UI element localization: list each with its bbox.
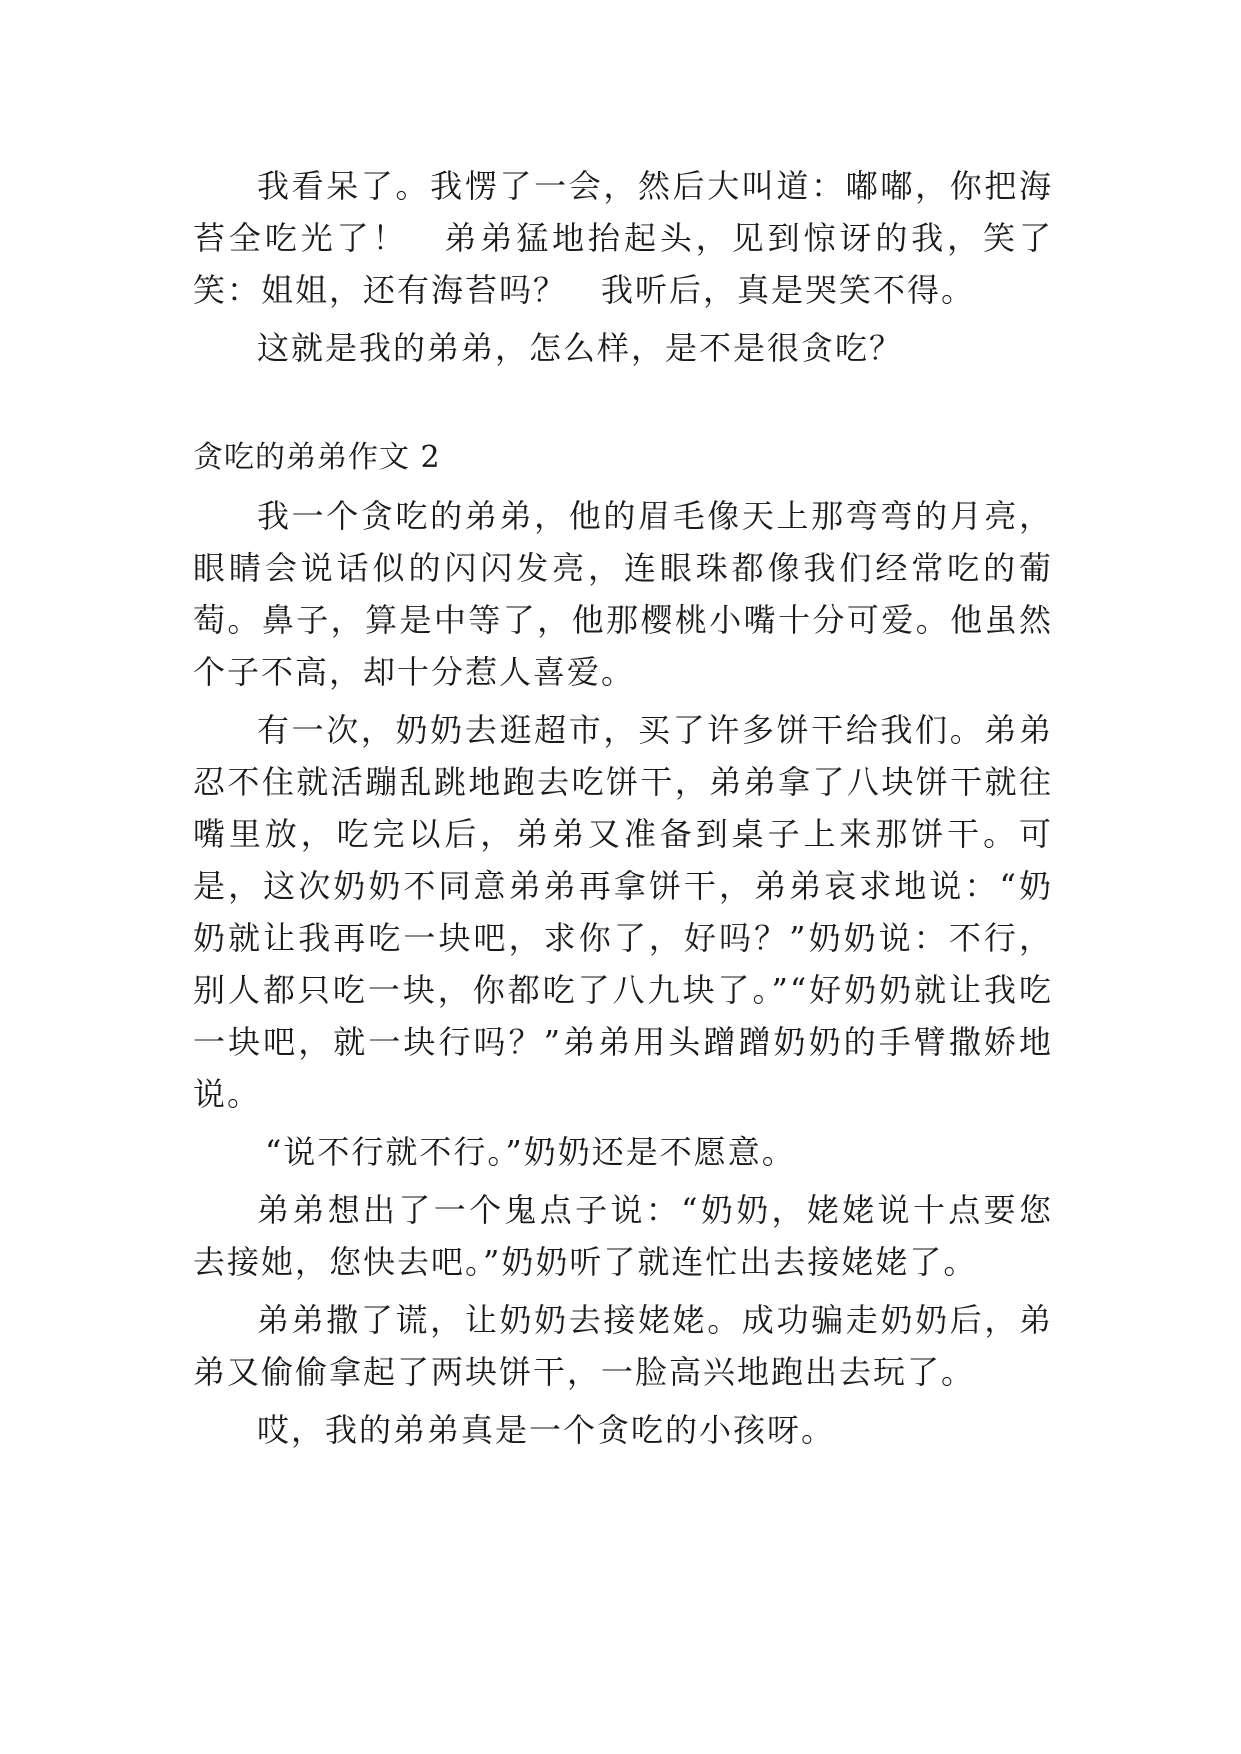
paragraph-lie: 弟弟撒了谎，让奶奶去接姥姥。成功骗走奶奶后，弟弟又偷偷拿起了两块饼干，一脸高兴地跑出去玩了。 bbox=[193, 1301, 1053, 1391]
paragraph-refusal: “说不行就不行。”奶奶还是不愿意。 bbox=[265, 1133, 796, 1171]
paragraph-conclusion-2: 哎，我的弟弟真是一个贪吃的小孩呀。 bbox=[257, 1411, 836, 1449]
paragraph-trick: 弟弟想出了一个鬼点子说：“奶奶，姥姥说十点要您去接她，您快去吧。”奶奶听了就连忙出去接姥姥了。 bbox=[193, 1191, 1053, 1281]
section-title: 贪吃的弟弟作文 2 bbox=[193, 440, 441, 475]
paragraph-haitai: 我看呆了。我愣了一会，然后大叫道：嘟嘟，你把海苔全吃光了！ 弟弟猛地抬起头，见到惊讶的我，笑了笑：姐姐，还有海苔吗？ 我听后，真是哭笑不得。 bbox=[193, 167, 1053, 309]
paragraph-biscuits: 有一次，奶奶去逛超市，买了许多饼干给我们。弟弟忍不住就活蹦乱跳地跑去吃饼干，弟弟拿了八块饼干就往嘴里放，吃完以后，弟弟又准备到桌子上来那饼干。可是，这次奶奶不同意弟弟再拿饼干，弟弟哀求地说：“奶奶就让我再吃一块吧，求你了，好吗？”奶奶说：不行，别人都只吃一块，你都吃了八九块了。”“好奶奶就让我吃一块吧，就一块行吗？”弟弟用头蹭蹭奶奶的手臂撒娇地说。 bbox=[193, 711, 1053, 1113]
document-page bbox=[193, 160, 1053, 1462]
paragraph-conclusion-1: 这就是我的弟弟，怎么样，是不是很贪吃？ bbox=[257, 329, 904, 367]
paragraph-description: 我一个贪吃的弟弟，他的眉毛像天上那弯弯的月亮，眼睛会说话似的闪闪发亮，连眼珠都像我们经常吃的葡萄。鼻子，算是中等了，他那樱桃小嘴十分可爱。他虽然个子不高，却十分惹人喜爱。 bbox=[193, 497, 1053, 691]
